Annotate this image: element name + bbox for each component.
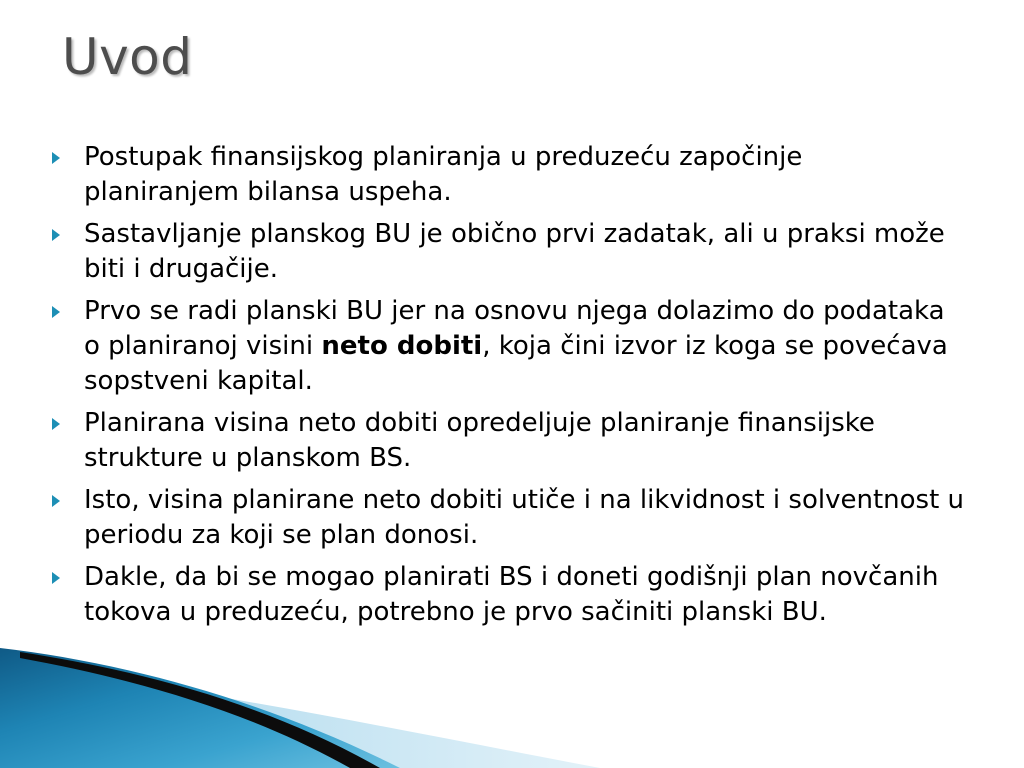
- bullet-item: [0, 483, 1024, 553]
- bullet-text-before: Prvo se radi planski BU jer na osnovu njega dolazimo do podataka o planiranoj visini: [84, 296, 945, 361]
- bullet-item: [0, 217, 1024, 287]
- bullet-text: Sastavljanje planskog BU je obično prvi zadatak, ali u praksi može biti i drugačije.: [84, 219, 945, 284]
- triangle-bullet-icon: [52, 152, 60, 164]
- bullet-text: Planirana visina neto dobiti opredeljuje planiranje finansijske strukture u planskom BS.: [84, 408, 875, 473]
- slide-title: Uvod: [62, 28, 193, 86]
- triangle-bullet-icon: [52, 306, 60, 318]
- bullet-item: [0, 294, 1024, 399]
- bullet-item: [0, 406, 1024, 476]
- triangle-bullet-icon: [52, 229, 60, 241]
- bullet-item: [0, 140, 1024, 210]
- bullet-item: [0, 560, 1024, 630]
- triangle-bullet-icon: [52, 495, 60, 507]
- bullet-text-emphasis: neto dobiti: [321, 331, 483, 361]
- bullet-text: Dakle, da bi se mogao planirati BS i doneti godišnji plan novčanih tokova u preduzeću, potrebno je prvo sačiniti planski BU.: [84, 562, 939, 627]
- bullet-text: Postupak finansijskog planiranja u preduzeću započinje planiranjem bilansa uspeha.: [84, 142, 803, 207]
- bullet-text: Isto, visina planirane neto dobiti utiče i na likvidnost i solventnost u periodu za koji se plan donosi.: [84, 485, 965, 550]
- triangle-bullet-icon: [52, 418, 60, 430]
- bullet-list: [0, 140, 1024, 637]
- bullet-text-after: , koja čini izvor iz koga se povećava sopstveni kapital.: [84, 331, 948, 396]
- triangle-bullet-icon: [52, 572, 60, 584]
